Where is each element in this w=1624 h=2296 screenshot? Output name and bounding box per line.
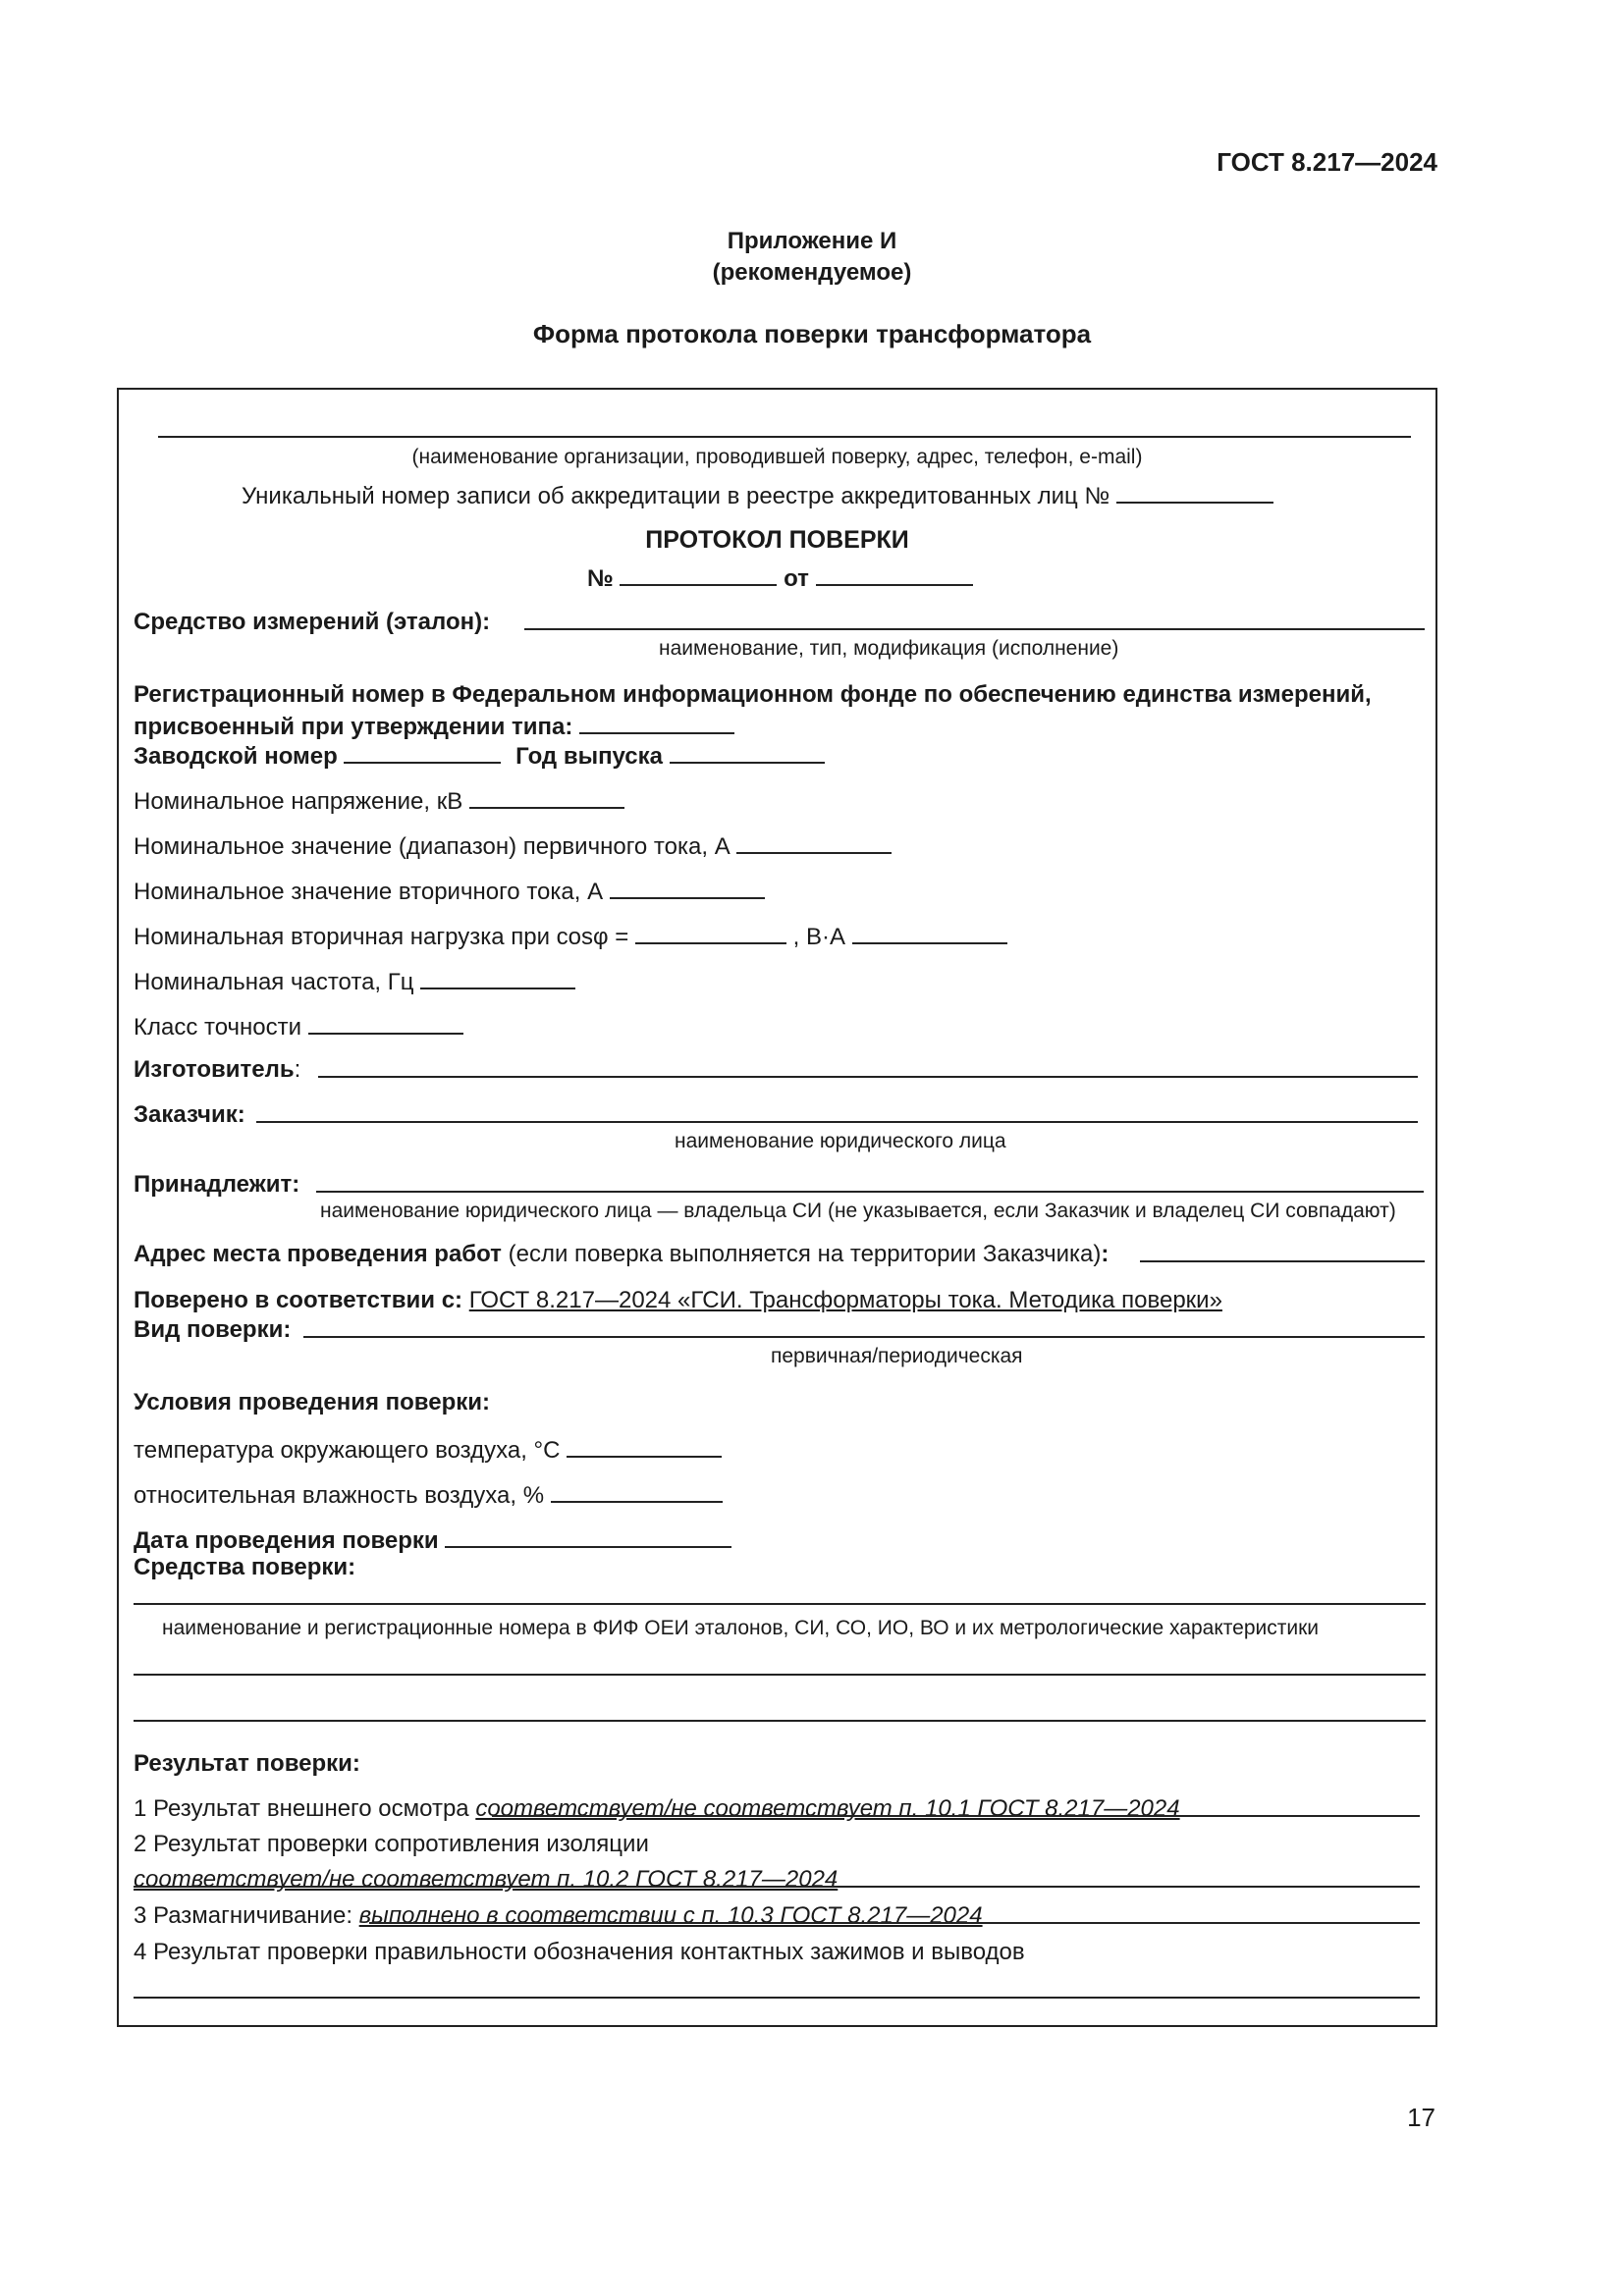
instrument-label: Средство измерений (эталон):	[134, 609, 491, 635]
accuracy-class-row	[134, 1011, 463, 1041]
tools-field-line3[interactable]	[134, 1720, 1426, 1722]
reg-number-field[interactable]	[579, 711, 734, 734]
nominal-frequency-label: Номинальная частота, Гц	[134, 969, 414, 995]
owner-label: Принадлежит:	[134, 1171, 300, 1198]
year-field[interactable]	[670, 740, 825, 764]
accuracy-class-label: Класс точности	[134, 1014, 302, 1041]
date-field[interactable]	[445, 1524, 731, 1548]
secondary-current-label: Номинальное значение вторичного тока, А	[134, 879, 604, 905]
appendix-subtitle: (рекомендуемое)	[712, 259, 912, 286]
result1-label: 1 Результат внешнего осмотра	[134, 1795, 469, 1822]
result2-label: 2 Результат проверки сопротивления изоляции	[134, 1831, 649, 1857]
address-note: (если поверка выполняется на территории Заказчика)	[501, 1241, 1102, 1267]
kind-caption: первичная/периодическая	[771, 1345, 1023, 1367]
conditions-title: Условия проведения поверки:	[134, 1389, 490, 1415]
manufacturer-field[interactable]	[318, 1076, 1418, 1078]
address-field[interactable]	[1140, 1260, 1425, 1262]
accuracy-class-field[interactable]	[308, 1011, 463, 1035]
form-title: Форма протокола поверки трансформатора	[532, 319, 1092, 348]
result3-label: 3 Размагничивание:	[134, 1902, 352, 1929]
date-row	[134, 1524, 731, 1555]
primary-current-row	[134, 830, 892, 861]
kind-field[interactable]	[303, 1336, 1425, 1338]
result4-field[interactable]	[134, 1997, 1420, 1999]
protocol-number-row	[587, 562, 973, 593]
secondary-load-row	[134, 921, 1007, 951]
result1-value: соответствует/не соответствует п. 10.1 ГОСТ 8.217—2024	[475, 1795, 1180, 1822]
owner-field[interactable]	[316, 1191, 1424, 1193]
appendix-heading	[0, 226, 1624, 289]
year-label: Год выпуска	[515, 743, 664, 770]
result3-field[interactable]	[369, 1922, 1420, 1924]
humidity-label: относительная влажность воздуха, %	[134, 1482, 545, 1509]
secondary-current-row	[134, 876, 765, 906]
accreditation-row	[242, 480, 1273, 510]
temperature-label: температура окружающего воздуха, °С	[134, 1437, 561, 1464]
tools-caption: наименование и регистрационные номера в ФИФ ОЕИ эталонов, СИ, СО, ИО, ВО и их метрологические характеристики	[162, 1617, 1320, 1639]
kind-label: Вид поверки:	[134, 1316, 292, 1343]
protocol-date-field[interactable]	[816, 562, 973, 586]
customer-caption: наименование юридического лица	[675, 1130, 1006, 1152]
verified-value: ГОСТ 8.217—2024 «ГСИ. Трансформаторы тока. Методика поверки»	[468, 1287, 1222, 1313]
cos-phi-field[interactable]	[635, 921, 786, 944]
serial-label: Заводской номер	[134, 743, 338, 770]
secondary-current-field[interactable]	[610, 876, 765, 899]
humidity-field[interactable]	[551, 1479, 723, 1503]
appendix-title: Приложение И	[727, 228, 897, 254]
result3-value: выполнено в соответствии с п. 10.3 ГОСТ 8.217—2024	[358, 1902, 983, 1929]
instrument-caption: наименование, тип, модификация (исполнение)	[659, 637, 1119, 660]
accreditation-label: Уникальный номер записи об аккредитации в реестре аккредитованных лиц №	[242, 483, 1110, 509]
reg-number-line1: Регистрационный номер в Федеральном информационном фонде по обеспечению единства измерений,	[134, 681, 1372, 708]
reg-number-label: присвоенный при утверждении типа:	[134, 714, 573, 740]
owner-caption: наименование юридического лица — владельца СИ (не указывается, если Заказчик и владелец СИ совпадают)	[320, 1200, 1396, 1222]
nominal-frequency-field[interactable]	[420, 966, 575, 989]
result1-field[interactable]	[492, 1815, 1420, 1817]
protocol-form	[117, 388, 1437, 2027]
instrument-field[interactable]	[524, 628, 1425, 630]
tools-field[interactable]	[134, 1603, 1426, 1605]
result-title: Результат поверки:	[134, 1750, 360, 1777]
nominal-voltage-field[interactable]	[469, 785, 624, 809]
serial-year-row	[134, 740, 825, 771]
page-number: 17	[1407, 2103, 1435, 2132]
secondary-load-unit: , В·А	[792, 924, 845, 950]
temperature-field[interactable]	[567, 1434, 722, 1458]
verified-label: Поверено в соответствии с:	[134, 1287, 463, 1313]
customer-label: Заказчик:	[134, 1101, 245, 1128]
verified-row	[134, 1287, 1222, 1314]
org-field-line[interactable]	[158, 436, 1411, 438]
tools-label: Средства поверки:	[134, 1554, 356, 1580]
protocol-number-field[interactable]	[620, 562, 777, 586]
address-label: Адрес места проведения работ	[134, 1241, 502, 1267]
nominal-voltage-row	[134, 785, 624, 816]
primary-current-label: Номинальное значение (диапазон) первичного тока, А	[134, 833, 731, 860]
tools-field-line2[interactable]	[134, 1674, 1426, 1676]
result4-label: 4 Результат проверки правильности обозначения контактных зажимов и выводов	[134, 1939, 1025, 1965]
date-label: Дата проведения поверки	[134, 1527, 439, 1554]
accreditation-field[interactable]	[1116, 480, 1273, 504]
secondary-load-label: Номинальная вторичная нагрузка при cosφ =	[134, 924, 629, 950]
humidity-row	[134, 1479, 723, 1510]
from-label: от	[784, 565, 809, 592]
protocol-title: ПРОТОКОЛ ПОВЕРКИ	[645, 526, 909, 554]
serial-field[interactable]	[344, 740, 501, 764]
org-caption: (наименование организации, проводившей поверку, адрес, телефон, e-mail)	[411, 446, 1143, 468]
result3-row	[134, 1902, 983, 1930]
number-label: №	[587, 565, 614, 592]
manufacturer-row	[134, 1056, 300, 1084]
reg-number-row	[134, 711, 734, 741]
secondary-load-field[interactable]	[852, 921, 1007, 944]
temperature-row	[134, 1434, 722, 1465]
manufacturer-label: Изготовитель	[134, 1056, 295, 1083]
manufacturer-colon: :	[294, 1056, 301, 1083]
result2-value: соответствует/не соответствует п. 10.2 ГОСТ 8.217—2024	[134, 1866, 839, 1893]
nominal-voltage-label: Номинальное напряжение, кВ	[134, 788, 463, 815]
address-colon: :	[1101, 1241, 1110, 1267]
primary-current-field[interactable]	[736, 830, 892, 854]
result1-row	[134, 1795, 1180, 1823]
standard-header: ГОСТ 8.217—2024	[1217, 147, 1437, 177]
result2-field[interactable]	[134, 1886, 1420, 1888]
nominal-frequency-row	[134, 966, 575, 996]
customer-field[interactable]	[256, 1121, 1418, 1123]
address-row	[134, 1241, 1109, 1268]
